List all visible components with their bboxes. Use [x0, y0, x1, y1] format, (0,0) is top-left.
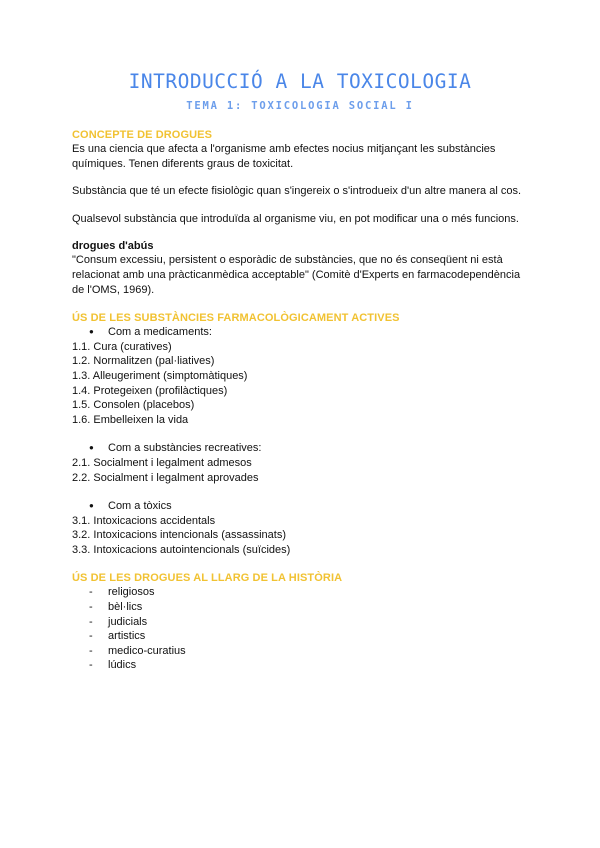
- list-item: - religiosos: [72, 585, 528, 600]
- list-item: 2.1. Socialment i legalment admesos: [72, 456, 252, 469]
- section-concepte-de-drogues: [72, 128, 528, 297]
- list-item: 1.5. Consolen (placebos): [72, 399, 195, 412]
- document-subtitle: TEMA 1: TOXICOLOGIA SOCIAL I: [186, 100, 414, 112]
- list-item: 1.3. Alleugeriment (simptomàtiques): [72, 369, 248, 382]
- bullet-item: ● Com a tòxics: [72, 499, 528, 514]
- list-item: - artistics: [72, 629, 528, 644]
- list-item: 1.2. Normalitzen (pal·liatives): [72, 355, 215, 368]
- list-item: 3.2. Intoxicacions intencionals (assassinats): [72, 529, 286, 542]
- section-heading: ÚS DE LES SUBSTÀNCIES FARMACOLÒGICAMENT ACTIVES: [72, 312, 400, 325]
- section-heading: CONCEPTE DE DROGUES: [72, 129, 213, 141]
- group-toxics: [72, 499, 528, 557]
- document-title: INTRODUCCIÓ A LA TOXICOLOGIA: [128, 70, 472, 93]
- list-item: 1.6. Embelleixen la vida: [72, 413, 189, 426]
- list-item: - medico-curatius: [72, 644, 528, 659]
- paragraph: Es una ciencia que afecta a l'organisme amb efectes nocius mitjançant les substàncies químiques. Tenen diferents graus de toxicitat.: [72, 143, 496, 170]
- list-item: 3.1. Intoxicacions accidentals: [72, 514, 216, 527]
- group-medicaments: [72, 325, 528, 427]
- list-item: 3.3. Intoxicacions autointencionals (suïcides): [72, 543, 291, 556]
- list-item: 1.1. Cura (curatives): [72, 340, 172, 353]
- list-item: - bèl·lics: [72, 600, 528, 615]
- list-item: - lúdics: [72, 658, 528, 673]
- paragraph: Substància que té un efecte fisiològic quan s'ingereix o s'introdueix d'un altre manera al cos.: [72, 185, 522, 198]
- group-recreatives: [72, 441, 528, 485]
- bullet-item: ● Com a substàncies recreatives:: [72, 441, 528, 456]
- list-item: 2.2. Socialment i legalment aprovades: [72, 471, 259, 484]
- paragraph: Qualsevol substància que introduïda al organisme viu, en pot modificar una o més funcions.: [72, 212, 519, 225]
- subheading-drogues-abus: drogues d'abús: [72, 240, 154, 253]
- section-heading: ÚS DE LES DROGUES AL LLARG DE LA HISTÒRIA: [72, 572, 343, 585]
- list-item: - judicials: [72, 615, 528, 630]
- list-item: 1.4. Protegeixen (profilàctiques): [72, 384, 228, 397]
- section-us-historia: [72, 571, 528, 673]
- oms-quote: "Consum excessiu, persistent o esporàdic de substàncies, que no és conseqüent ni està relacionat amb una pràcticanmèdica acceptable" (Comitè d'Experts en farmacodependència de l'OMS, 1969).: [72, 254, 521, 296]
- bullet-item: ● Com a medicaments:: [72, 325, 528, 340]
- section-us-substancies: [72, 311, 528, 557]
